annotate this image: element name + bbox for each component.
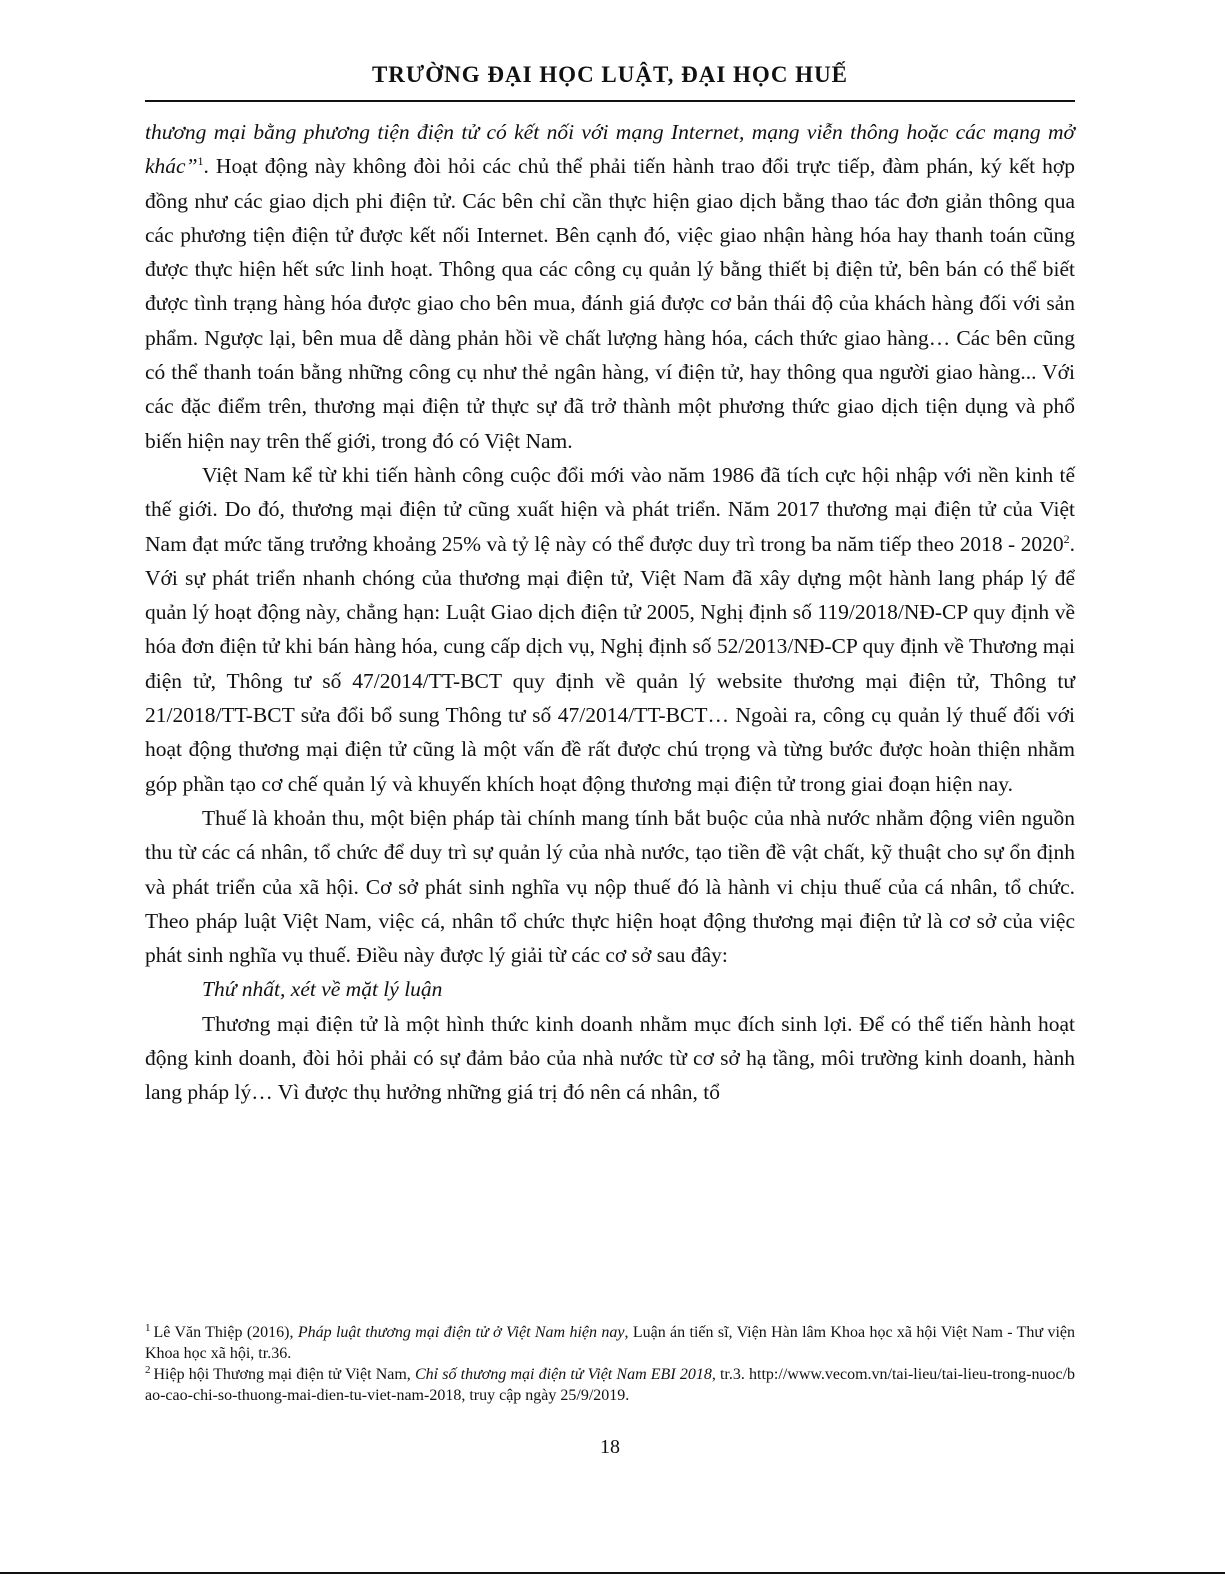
page-header-title: TRƯỜNG ĐẠI HỌC LUẬT, ĐẠI HỌC HUẾ	[371, 62, 849, 87]
quoted-definition: thương mại bằng phương tiện điện tử có kết nối với mạng Internet, mạng viễn thông hoặc các mạng mở khác”	[145, 120, 1075, 179]
paragraph-2-text-a: Việt Nam kể từ khi tiến hành công cuộc đổi mới vào năm 1986 đã tích cực hội nhập với nền kinh tế thế giới. Do đó, thương mại điện tử cũng xuất hiện và phát triển. Năm 2017 thương mại điện tử của Việt Nam đạt mức tăng trưởng khoảng 25% và tỷ lệ này có thể được duy trì trong ba năm tiếp theo 2018 - 2020	[145, 462, 1075, 556]
paragraph-2	[145, 458, 1075, 801]
footnote-2-url[interactable]: http://www.vecom.vn/tai-lieu/tai-lieu-trong-nuoc/bao-cao-chi-so-thuong-mai-dien-tu-viet-nam-2018, truy cập ngày 25/9/2019.	[145, 1366, 1076, 1404]
footnote-2-text-b: , tr.3.	[711, 1366, 745, 1383]
footnote-1-number: 1	[145, 1321, 151, 1334]
footnote-2	[145, 1364, 1075, 1406]
bottom-border	[0, 1572, 1225, 1574]
section-heading: Thứ nhất, xét về mặt lý luận	[202, 977, 443, 1002]
paragraph-1-text: . Hoạt động này không đòi hỏi các chủ thể phải tiến hành trao đổi trực tiếp, đàm phán, ký kết hợp đồng như các giao dịch phi điện tử. Các bên chỉ cần thực hiện giao dịch bằng thao tác đơn giản thông qua các phương tiện điện tử được kết nối Internet. Bên cạnh đó, việc giao nhận hàng hóa hay thanh toán cũng được thực hiện hết sức linh hoạt. Thông qua các công cụ quản lý bằng thiết bị điện tử, bên bán có thể biết được tình trạng hàng hóa được giao cho bên mua, đánh giá được cơ bản thái độ của khách hàng đối với sản phẩm. Ngược lại, bên mua dễ dàng phản hồi về chất lượng hàng hóa, cách thức giao hàng… Các bên cũng có thể thanh toán bằng những công cụ như thẻ ngân hàng, ví điện tử, hay thông qua người giao hàng... Với các đặc điểm trên, thương mại điện tử thực sự đã trở thành một phương thức giao dịch tiện dụng và phổ biến hiện nay trên thế giới, trong đó có Việt Nam.	[145, 154, 1075, 453]
footnote-2-title: Chỉ số thương mại điện tử Việt Nam EBI 2018	[414, 1366, 712, 1383]
footnote-1-text-b: , Luận án tiến sĩ, Viện Hàn lâm Khoa học xã hội Việt Nam - Thư viện Khoa học xã hội, tr.36.	[145, 1324, 1075, 1362]
paragraph-2-text-b: . Với sự phát triển nhanh chóng của thương mại điện tử, Việt Nam đã xây dựng một hành lang pháp lý để quản lý hoạt động này, chẳng hạn: Luật Giao dịch điện tử 2005, Nghị định số 119/2018/NĐ-CP quy định về hóa đơn điện tử khi bán hàng hóa, cung cấp dịch vụ, Nghị định số 52/2013/NĐ-CP quy định về Thương mại điện tử, Thông tư số 47/2014/TT-BCT quy định về quản lý website thương mại điện tử, Thông tư 21/2018/TT-BCT sửa đổi bổ sung Thông tư số 47/2014/TT-BCT… Ngoài ra, công cụ quản lý thuế đối với hoạt động thương mại điện tử cũng là một vấn đề rất được chú trọng và từng bước được hoàn thiện nhằm góp phần tạo cơ chế quản lý và khuyến khích hoạt động thương mại điện tử trong giai đoạn hiện nay.	[145, 531, 1075, 796]
footnote-ref-2: 2	[1063, 531, 1070, 546]
paragraph-3: Thuế là khoản thu, một biện pháp tài chính mang tính bắt buộc của nhà nước nhằm động viên nguồn thu từ các cá nhân, tổ chức để duy trì sự quản lý của nhà nước, tạo tiền đề vật chất, kỹ thuật cho sự ổn định và phát triển của xã hội. Cơ sở phát sinh nghĩa vụ nộp thuế đó là hành vi chịu thuế của cá nhân, tổ chức. Theo pháp luật Việt Nam, việc cá, nhân tổ chức thực hiện hoạt động thương mại điện tử là cơ sở của việc phát sinh nghĩa vụ thuế. Điều này được lý giải từ các cơ sở sau đây:	[145, 805, 1075, 968]
footnote-1-text-a: Lê Văn Thiệp (2016),	[153, 1324, 298, 1341]
paragraph-1	[145, 115, 1075, 458]
footnote-1	[145, 1322, 1075, 1364]
footnote-2-text-a: Hiệp hội Thương mại điện tử Việt Nam,	[153, 1366, 415, 1383]
footnote-2-number: 2	[145, 1363, 151, 1376]
footnote-ref-1: 1	[197, 154, 204, 169]
main-body	[145, 115, 1075, 1110]
footnotes	[145, 1322, 1075, 1406]
header-divider	[145, 100, 1075, 102]
footnote-1-title: Pháp luật thương mại điện tử ở Việt Nam hiện nay	[297, 1324, 625, 1341]
paragraph-5: Thương mại điện tử là một hình thức kinh doanh nhằm mục đích sinh lợi. Để có thể tiến hành hoạt động kinh doanh, đòi hỏi phải có sự đảm bảo của nhà nước từ cơ sở hạ tầng, môi trường kinh doanh, hành lang pháp lý… Vì được thụ hưởng những giá trị đó nên cá nhân, tổ	[145, 1011, 1075, 1105]
page-number: 18	[600, 1436, 620, 1458]
